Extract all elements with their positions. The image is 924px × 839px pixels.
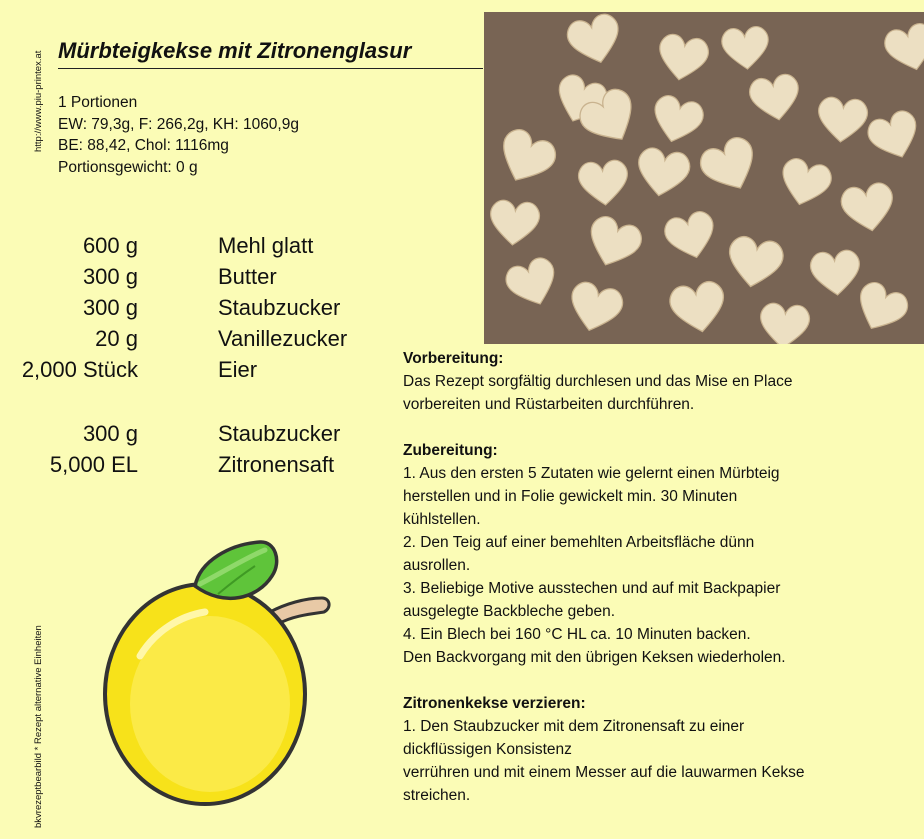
- ingredient-name: Zitronensaft: [218, 452, 335, 477]
- ingredient-amount: 20 g: [95, 326, 138, 351]
- ingredient-name: Staubzucker: [218, 421, 341, 446]
- ingredient-row: [0, 326, 400, 357]
- nutrition-info: EW: 79,3g, F: 266,2g, KH: 1060,9g: [58, 115, 299, 133]
- ingredient-row: [0, 295, 400, 326]
- ingredient-amount: 5,000 EL: [49, 452, 138, 477]
- text-line: kühlstellen.: [403, 511, 481, 528]
- text-line: 3. Beliebige Motive ausstechen und auf mit Backpapier: [403, 580, 781, 597]
- zubereitung-heading: Zubereitung:: [403, 442, 498, 459]
- ingredient-name: Vanillezucker: [218, 326, 348, 351]
- ingredient-name: Mehl glatt: [218, 233, 314, 258]
- text-line: herstellen und in Folie gewickelt min. 30 Minuten: [403, 488, 738, 505]
- ingredient-name: Staubzucker: [218, 295, 341, 320]
- ingredient-amount: 300 g: [82, 264, 138, 289]
- verzieren-heading: Zitronenkekse verzieren:: [403, 695, 586, 712]
- vorbereitung-heading: Vorbereitung:: [403, 350, 504, 367]
- portion-weight: Portionsgewicht: 0 g: [58, 158, 198, 176]
- lemon-icon: [100, 536, 340, 806]
- text-line: 2. Den Teig auf einer bemehlten Arbeitsfläche dünn: [403, 534, 755, 551]
- recipe-title: Mürbteigkekse mit Zitronenglasur: [58, 38, 483, 69]
- text-line: dickflüssigen Konsistenz: [403, 741, 572, 758]
- text-line: verrühren und mit einem Messer auf die lauwarmen Kekse: [403, 764, 805, 781]
- ingredient-row: [0, 421, 400, 452]
- text-line: ausgelegte Backbleche geben.: [403, 603, 615, 620]
- ingredient-row: [0, 233, 400, 264]
- ingredient-amount: 600 g: [82, 233, 138, 258]
- text-line: 1. Aus den ersten 5 Zutaten wie gelernt einen Mürbteig: [403, 465, 780, 482]
- side-url-label: http://www.piu-printex.at: [33, 50, 44, 152]
- ingredient-row: [0, 357, 400, 388]
- ingredient-row: [0, 452, 400, 483]
- text-line: Das Rezept sorgfältig durchlesen und das Mise en Place: [403, 373, 793, 390]
- ingredient-amount: 300 g: [82, 421, 138, 446]
- side-footer-label: bkvrezeptbearbild * Rezept alternative Einheiten: [33, 625, 44, 828]
- text-line: vorbereiten und Rüstarbeiten durchführen.: [403, 396, 695, 413]
- text-line: 4. Ein Blech bei 160 °C HL ca. 10 Minuten backen.: [403, 626, 751, 643]
- cookie-photo: [484, 12, 924, 344]
- text-line: streichen.: [403, 787, 471, 804]
- ingredient-name: Eier: [218, 357, 258, 382]
- ingredient-row: [0, 264, 400, 295]
- preparation-text: [403, 347, 903, 807]
- text-line: 1. Den Staubzucker mit dem Zitronensaft zu einer: [403, 718, 745, 735]
- ingredient-amount: 300 g: [82, 295, 138, 320]
- portions: 1 Portionen: [58, 94, 138, 111]
- be-chol-info: BE: 88,42, Chol: 1116mg: [58, 137, 229, 154]
- text-line: Den Backvorgang mit den übrigen Keksen wiederholen.: [403, 649, 786, 666]
- text-line: ausrollen.: [403, 557, 471, 574]
- ingredient-amount: 2,000 Stück: [21, 357, 138, 382]
- ingredient-name: Butter: [218, 264, 277, 289]
- recipe-meta: [58, 92, 299, 178]
